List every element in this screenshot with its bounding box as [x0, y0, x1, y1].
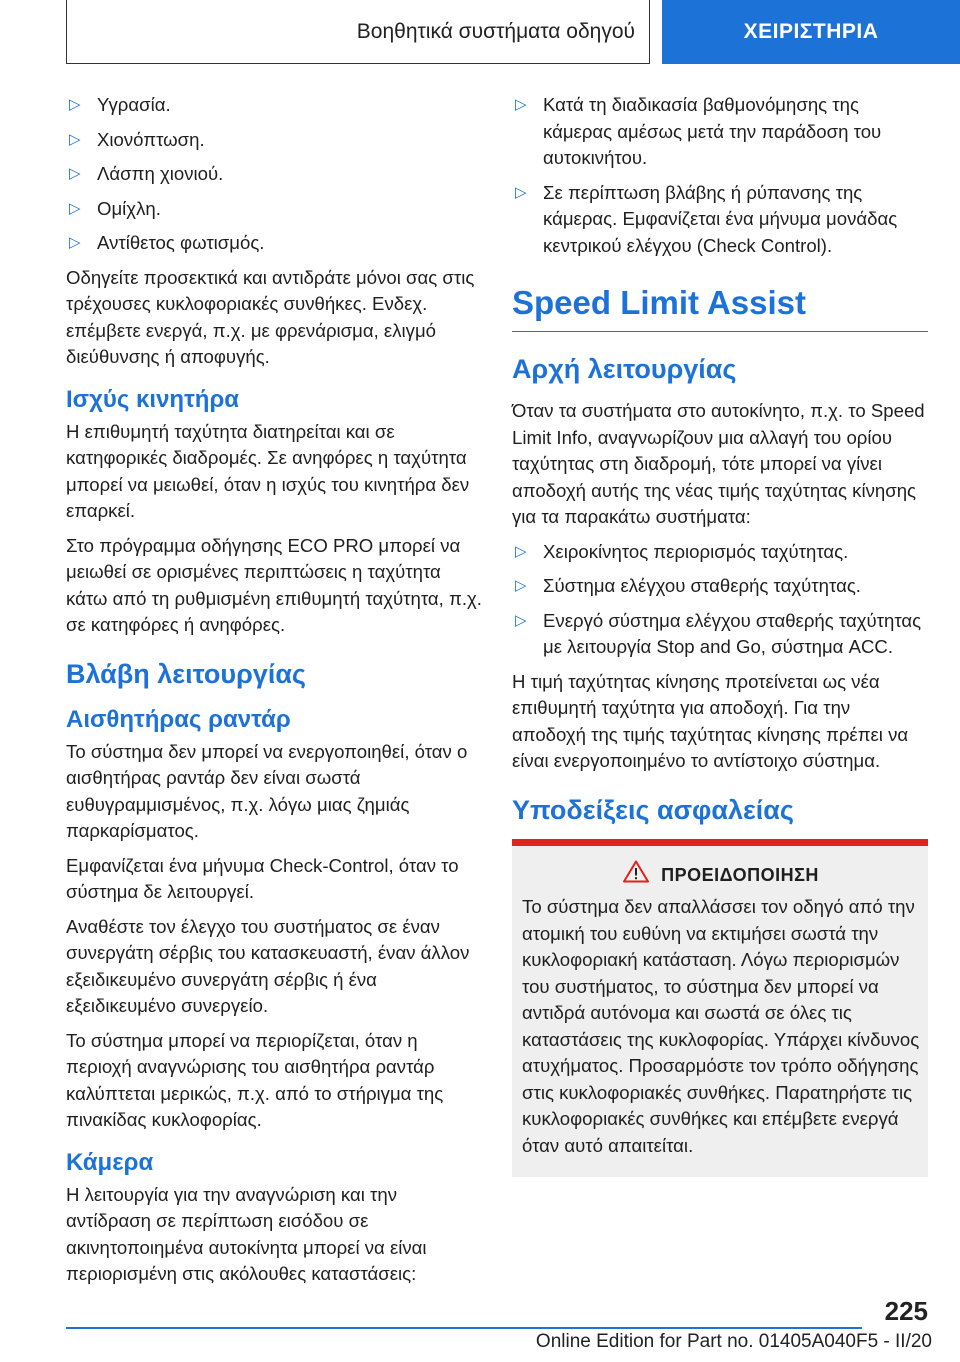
triangle-bullet-icon: ▷ — [69, 199, 81, 217]
chapter-tab — [662, 0, 960, 64]
list-item-text: Χειροκίνητος περιορισμός ταχύτητας. — [543, 540, 849, 562]
triangle-bullet-icon: ▷ — [515, 542, 527, 560]
page-number: 225 — [884, 1296, 928, 1326]
malfunction-heading: Βλάβη λειτουργίας — [66, 658, 306, 689]
principle-paragraph: Όταν τα συστήματα στο αυτοκίνητο, π.χ. το Speed Limit Info, αναγνωρίζουν μια αλλαγή του ορίου ταχύτητας στη διαδρομή, τότε μπορεί να γίνει αποδοχή αυτής της νέας τιμής ταχύτητας κίνησης για τα παρακάτω συστήματα: — [512, 400, 925, 527]
list-item — [512, 608, 928, 661]
warning-text: Το σύστημα δεν απαλλάσσει τον οδηγό από την ατομική του ευθύνη να εκτιμήσει σωστά την κυκλοφοριακή κατάσταση. Λόγω περιορισμών του συστήματος, το σύστημα δεν μπορεί να αντιδρά αυτόνομα και σωστά σε όλες τις καταστάσεις της κυκλοφορίας. Υπάρχει κίνδυνος ατυχήματος. Προσαρμόστε τον τρόπο οδήγησης στις κυκλοφοριακές συνθήκες. Παρατηρήστε τις κυκλοφοριακές συνθήκες και επέμβετε ενεργά όταν αυτό απαιτείται. — [522, 896, 920, 1156]
systems-list — [512, 539, 928, 661]
intro-paragraph: Οδηγείτε προσεκτικά και αντιδράτε μόνοι σας στις τρέχουσες κυκλοφοριακές συνθήκες. Ενδεχ. επέμβετε ενεργά, π.χ. με φρενάρισμα, ελιγμό διεύθυνσης ή αποφυγής. — [66, 266, 475, 367]
radar-paragraph-3: Αναθέστε τον έλεγχο του συστήματος σε έναν συνεργάτη σέρβις του κατασκευαστή, έναν άλλον εξειδικευμένο συνεργάτη σέρβις ή ένα εξειδικευμένο συνεργείο. — [66, 915, 470, 1016]
camera-heading: Κάμερα — [66, 1148, 154, 1176]
page-header — [0, 0, 960, 64]
triangle-bullet-icon: ▷ — [515, 183, 527, 201]
list-item-text: Χιονόπτωση. — [97, 128, 205, 150]
warning-header — [522, 860, 920, 891]
list-item-text: Αντίθετος φωτισμός. — [97, 232, 265, 253]
list-item-text: Λάσπη χιονιού. — [97, 163, 224, 184]
engine-paragraph-2: Στο πρόγραμμα οδήγησης ECO PRO μπορεί να μειωθεί σε ορισμένες περιπτώσεις η ταχύτητα κάτω από τη ρυθμισμένη επιθυμητή ταχύτητα, π.χ. σε κατηφόρες ή ανηφόρες. — [66, 534, 482, 635]
header-section-box — [66, 0, 650, 64]
triangle-bullet-icon: ▷ — [515, 611, 527, 629]
list-item-text: Ενεργό σύστημα ελέγχου σταθερής ταχύτητας με λειτουργία Stop and Go, σύστημα ACC. — [543, 609, 922, 657]
list-item — [512, 180, 928, 260]
list-item-text: Υγρασία. — [97, 94, 171, 115]
triangle-bullet-icon: ▷ — [69, 130, 81, 148]
list-item — [66, 230, 484, 257]
edition-label: Online Edition for Part no. 01405A040F5 - II/20 — [535, 1331, 932, 1352]
list-item — [66, 92, 484, 119]
triangle-bullet-icon: ▷ — [69, 96, 81, 113]
list-item-text: Κατά τη διαδικασία βαθμονόμησης της κάμερας αμέσως μετά την παράδοση του αυτοκινήτου. — [543, 94, 882, 168]
triangle-bullet-icon: ▷ — [69, 165, 81, 182]
warning-title: ΠΡΟΕΙΔΟΠΟΙΗΣΗ — [661, 864, 819, 885]
speed-limit-assist-heading: Speed Limit Assist — [512, 283, 928, 332]
list-item-text: Σε περίπτωση βλάβης ή ρύπανσης της κάμερας. Εμφανίζεται ένα μήνυμα μονάδας κεντρικού ελέγχου (Check Control). — [543, 181, 898, 256]
list-item-text: Ομίχλη. — [97, 197, 161, 219]
left-column — [66, 92, 484, 1296]
camera-limitation-list — [512, 92, 928, 259]
safety-heading: Υποδείξεις ασφαλείας — [512, 794, 794, 825]
principle-heading: Αρχή λειτουργίας — [512, 354, 737, 384]
camera-paragraph: Η λειτουργία για την αναγνώριση και την αντίδραση σε περίπτωση εισόδου σε ακινητοποιημένα αυτοκίνητα μπορεί να είναι περιορισμένη στις ακόλουθες καταστάσεις: — [66, 1183, 427, 1284]
triangle-bullet-icon: ▷ — [69, 234, 81, 251]
section-title: Βοηθητικά συστήματα οδηγού — [356, 19, 635, 43]
engine-power-heading: Ισχύς κινητήρα — [66, 385, 240, 413]
chapter-title: ΧΕΙΡΙΣΤΗΡΙΑ — [743, 20, 879, 43]
triangle-bullet-icon: ▷ — [515, 577, 527, 594]
list-item — [512, 539, 928, 566]
radar-paragraph-4: Το σύστημα μπορεί να περιορίζεται, όταν η περιοχή αναγνώρισης του αισθητήρα ραντάρ καλύπτεται μερικώς, π.χ. από το στήριγμα της πινακίδας κυκλοφορίας. — [66, 1029, 444, 1130]
list-item — [512, 573, 928, 600]
radar-paragraph-1: Το σύστημα δεν μπορεί να ενεργοποιηθεί, όταν ο αισθητήρας ραντάρ δεν είναι σωστά ευθυγραμμισμένος, π.χ. λόγω μιας ζημιάς παρκαρίσματος. — [66, 740, 468, 841]
footer-divider — [66, 1327, 862, 1329]
triangle-bullet-icon: ▷ — [515, 96, 527, 113]
radar-sensor-heading: Αισθητήρας ραντάρ — [66, 705, 291, 733]
condition-list — [66, 92, 484, 257]
list-item-text: Σύστημα ελέγχου σταθερής ταχύτητας. — [543, 575, 861, 596]
warning-box — [512, 839, 928, 1178]
right-column — [512, 92, 928, 1177]
list-item — [66, 196, 484, 223]
list-item — [66, 161, 484, 188]
warning-triangle-icon — [623, 860, 649, 891]
accept-paragraph: Η τιμή ταχύτητας κίνησης προτείνεται ως νέα επιθυμητή ταχύτητα για αποδοχή. Για την αποδοχή της τιμής ταχύτητας κίνησης πρέπει να είναι ενεργοποιημένο το αντίστοιχο σύστημα. — [512, 670, 909, 771]
engine-paragraph-1: Η επιθυμητή ταχύτητα διατηρείται και σε κατηφορικές διαδρομές. Σε ανηφόρες η ταχύτητα μπορεί να μειωθεί, όταν η ισχύς του κινητήρα δεν επαρκεί. — [66, 420, 470, 521]
list-item — [66, 127, 484, 154]
list-item — [512, 92, 928, 172]
radar-paragraph-2: Εμφανίζεται ένα μήνυμα Check-Control, όταν το σύστημα δε λειτουργεί. — [66, 854, 459, 902]
